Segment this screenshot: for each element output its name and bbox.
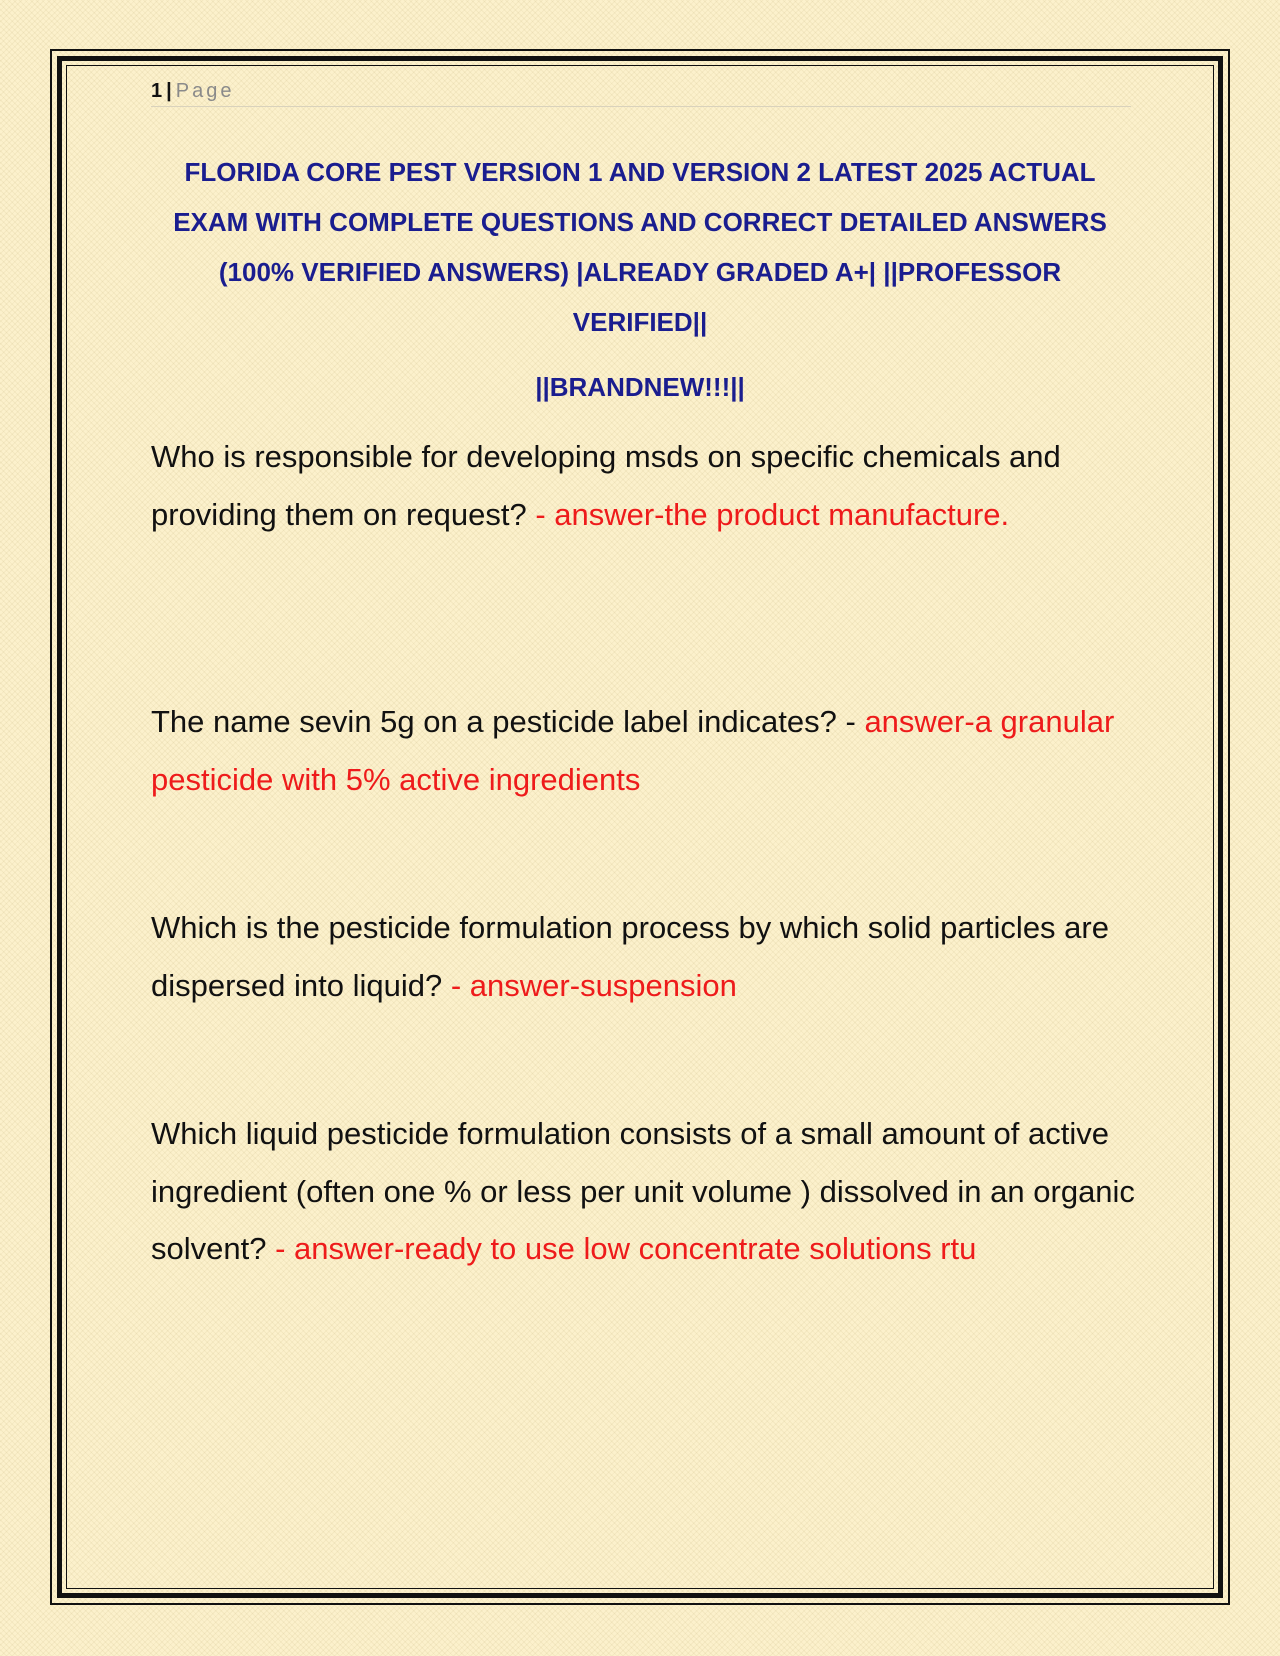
qa-item [151, 1105, 1141, 1278]
question-text: Who is responsible for developing msds on specific chemicals and providing them on request? [151, 439, 1061, 532]
qa-item [151, 693, 1141, 808]
qa-item [151, 428, 1141, 543]
document-title: FLORIDA CORE PEST VERSION 1 AND VERSION 2 LATEST 2025 ACTUAL EXAM WITH COMPLETE QUESTIONS AND CORRECT DETAILED ANSWERS (100% VERIFIED ANSWERS) |ALREADY GRADED A+| ||PROFESSOR VERIFIED|| [173, 157, 1107, 337]
page-header [151, 76, 1131, 107]
answer-text: answer-a granular pesticide with 5% active ingredients [151, 704, 1115, 797]
page-word: Page [175, 80, 235, 102]
question-text: Which is the pesticide formulation process by which solid particles are dispersed into liquid? [151, 910, 1109, 1003]
document-subtitle: ||BRANDNEW!!!|| [535, 372, 745, 402]
answer-text: - answer-the product manufacture. [535, 496, 1010, 532]
question-text: Which liquid pesticide formulation consists of a small amount of active ingredient (often one % or less per unit volume ) dissolved in an organic solvent? [151, 1116, 1135, 1266]
page-number: 1 [151, 80, 163, 102]
page-separator: | [166, 80, 172, 102]
answer-text: - answer-ready to use low concentrate solutions rtu [275, 1231, 977, 1266]
qa-item [151, 899, 1141, 1014]
question-text: The name sevin 5g on a pesticide label indicates? - [151, 704, 856, 739]
answer-text: - answer-suspension [450, 967, 737, 1003]
